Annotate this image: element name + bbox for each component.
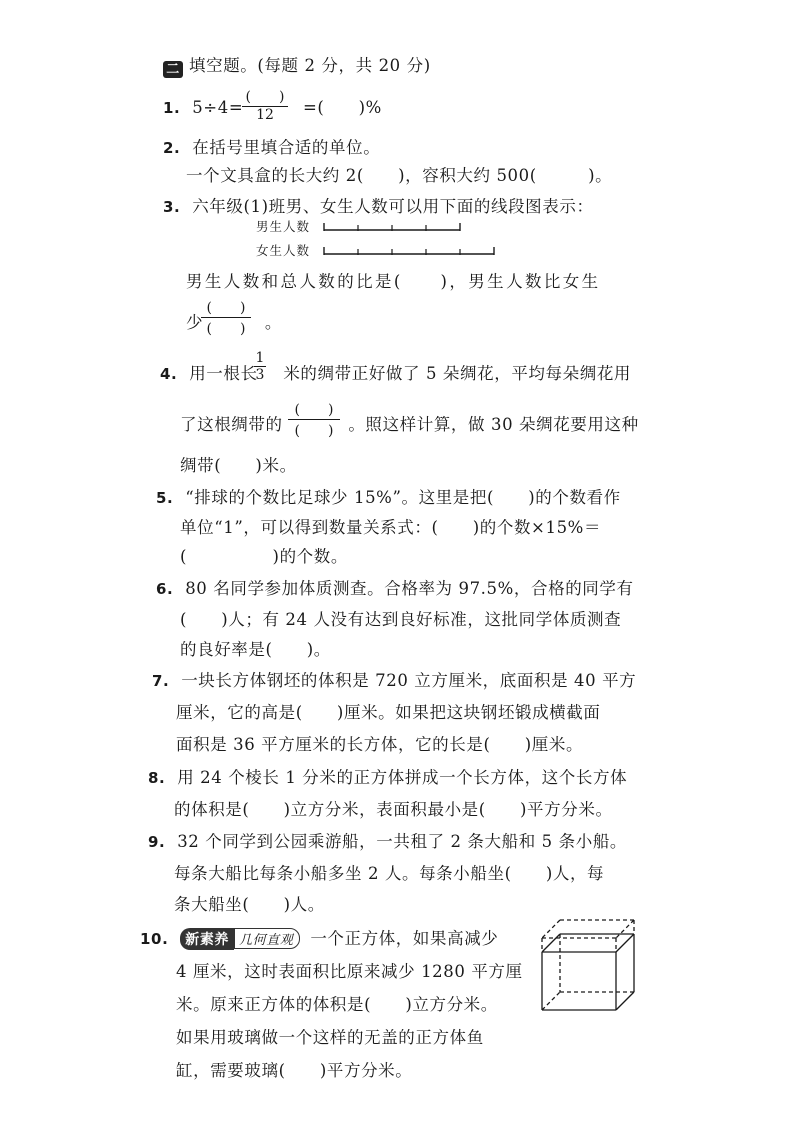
q3-fraction xyxy=(201,297,251,338)
q8-line-1: 用 24 个棱长 1 分米的正方体拼成一个长方体，这个长方体 xyxy=(177,768,628,787)
tag-new-literacy: 新素养 xyxy=(180,928,234,950)
segment-diagram xyxy=(322,218,552,258)
q5-line-1: “排球的个数比足球少 15%”。这里是把( )的个数看作 xyxy=(185,488,621,507)
q9-line-3: 条大船坐( )人。 xyxy=(174,895,325,914)
question-number: 5. xyxy=(156,489,174,507)
boys-segment-line xyxy=(324,223,460,231)
question-4 xyxy=(160,360,631,384)
question-number: 10. xyxy=(140,930,169,948)
q10-line-3: 米。原来正方体的体积是( )立方分米。 xyxy=(176,995,498,1014)
q9-line-1: 32 个同学到公园乘游船，一共租了 2 条大船和 5 条小船。 xyxy=(177,832,628,851)
q10-line-4: 如果用玻璃做一个这样的无盖的正方体鱼 xyxy=(176,1028,484,1047)
q1-fraction xyxy=(242,86,288,123)
question-8 xyxy=(148,764,627,788)
q5-line-2: 单位“1”，可以得到数量关系式：( )的个数×15%＝ xyxy=(180,518,602,537)
q9-line-2: 每条大船比每条小船多坐 2 人。每条小船坐( )人，每 xyxy=(174,864,605,883)
question-10 xyxy=(140,925,498,950)
q4-fraction xyxy=(254,350,266,383)
q10-line-1: 一个正方体，如果高减少 xyxy=(310,929,499,948)
q2-line-2: 一个文具盒的长大约 2( )，容积大约 500( )。 xyxy=(186,166,613,185)
q4-fraction-2 xyxy=(288,399,340,440)
q5-line-3: ( )的个数。 xyxy=(180,547,348,566)
q6-line-1: 80 名同学参加体质测查。合格率为 97.5%，合格的同学有 xyxy=(185,579,634,598)
q1-prefix: 5÷4= xyxy=(192,98,244,117)
q6-line-3: 的良好率是( )。 xyxy=(180,640,331,659)
q2-line-1: 在括号里填合适的单位。 xyxy=(192,138,381,157)
q1-suffix: =( )% xyxy=(302,98,382,117)
fraction-denominator: ( ) xyxy=(294,423,334,439)
question-number: 8. xyxy=(148,769,166,787)
q4-line-2b: 。照这样计算，做 30 朵绸花要用这种 xyxy=(348,415,639,434)
question-number: 3. xyxy=(163,198,181,216)
q4-line-3: 绸带( )米。 xyxy=(180,456,297,475)
question-3 xyxy=(163,193,594,217)
question-number: 4. xyxy=(160,365,178,383)
question-number: 1. xyxy=(163,99,181,117)
q4-line-1a: 用一根长 xyxy=(189,364,258,383)
question-2 xyxy=(163,134,380,158)
fraction-denominator: 3 xyxy=(255,367,265,383)
q10-line-5: 缸，需要玻璃( )平方分米。 xyxy=(176,1061,413,1080)
section-header xyxy=(163,52,431,78)
boys-label: 男生人数 xyxy=(256,219,311,234)
question-6 xyxy=(156,575,634,599)
q3-line-1: 六年级(1)班男、女生人数可以用下面的线段图表示： xyxy=(192,197,594,216)
girls-label: 女生人数 xyxy=(256,243,311,258)
q7-line-2: 厘米，它的高是( )厘米。如果把这块钢坯锻成横截面 xyxy=(176,703,601,722)
q8-line-2: 的体积是( )立方分米，表面积最小是( )平方分米。 xyxy=(174,800,613,819)
girls-segment-line xyxy=(324,247,494,255)
q3-line-3-suffix: 。 xyxy=(264,313,282,332)
fraction-numerator: 1 xyxy=(255,350,265,366)
fraction-numerator: ( ) xyxy=(294,402,334,418)
q4-line-2 xyxy=(180,411,639,435)
question-number: 2. xyxy=(163,139,181,157)
question-number: 9. xyxy=(148,833,166,851)
fraction-numerator: ( ) xyxy=(245,89,285,105)
q4-line-1b: 米的绸带正好做了 5 朵绸花，平均每朵绸花用 xyxy=(283,364,632,383)
question-5 xyxy=(156,484,621,508)
q3-line-2: 男生人数和总人数的比是( )，男生人数比女生 xyxy=(186,272,601,291)
q3-line-3-prefix: 少 xyxy=(186,313,204,332)
cube-figure xyxy=(538,918,640,1014)
question-number: 7. xyxy=(152,672,170,690)
q4-line-2a: 了这根绸带的 xyxy=(180,415,283,434)
tag-geometric-intuition: 几何直观 xyxy=(234,928,300,949)
fraction-denominator: ( ) xyxy=(206,321,246,337)
fraction-numerator: ( ) xyxy=(206,300,246,316)
q7-line-3: 面积是 36 平方厘米的长方体，它的长是( )厘米。 xyxy=(176,735,584,754)
q10-line-2: 4 厘米，这时表面积比原来减少 1280 平方厘 xyxy=(176,962,523,981)
q7-line-1: 一块长方体钢坯的体积是 720 立方厘米，底面积是 40 平方 xyxy=(181,671,637,690)
question-9 xyxy=(148,828,627,852)
question-7 xyxy=(152,667,636,691)
section-title: 填空题。(每题 2 分，共 20 分) xyxy=(189,56,431,75)
question-number: 6. xyxy=(156,580,174,598)
q6-line-2: ( )人；有 24 人没有达到良好标准，这批同学体质测查 xyxy=(180,610,622,629)
section-badge: 二 xyxy=(163,61,183,78)
fraction-denominator: 12 xyxy=(256,107,274,123)
